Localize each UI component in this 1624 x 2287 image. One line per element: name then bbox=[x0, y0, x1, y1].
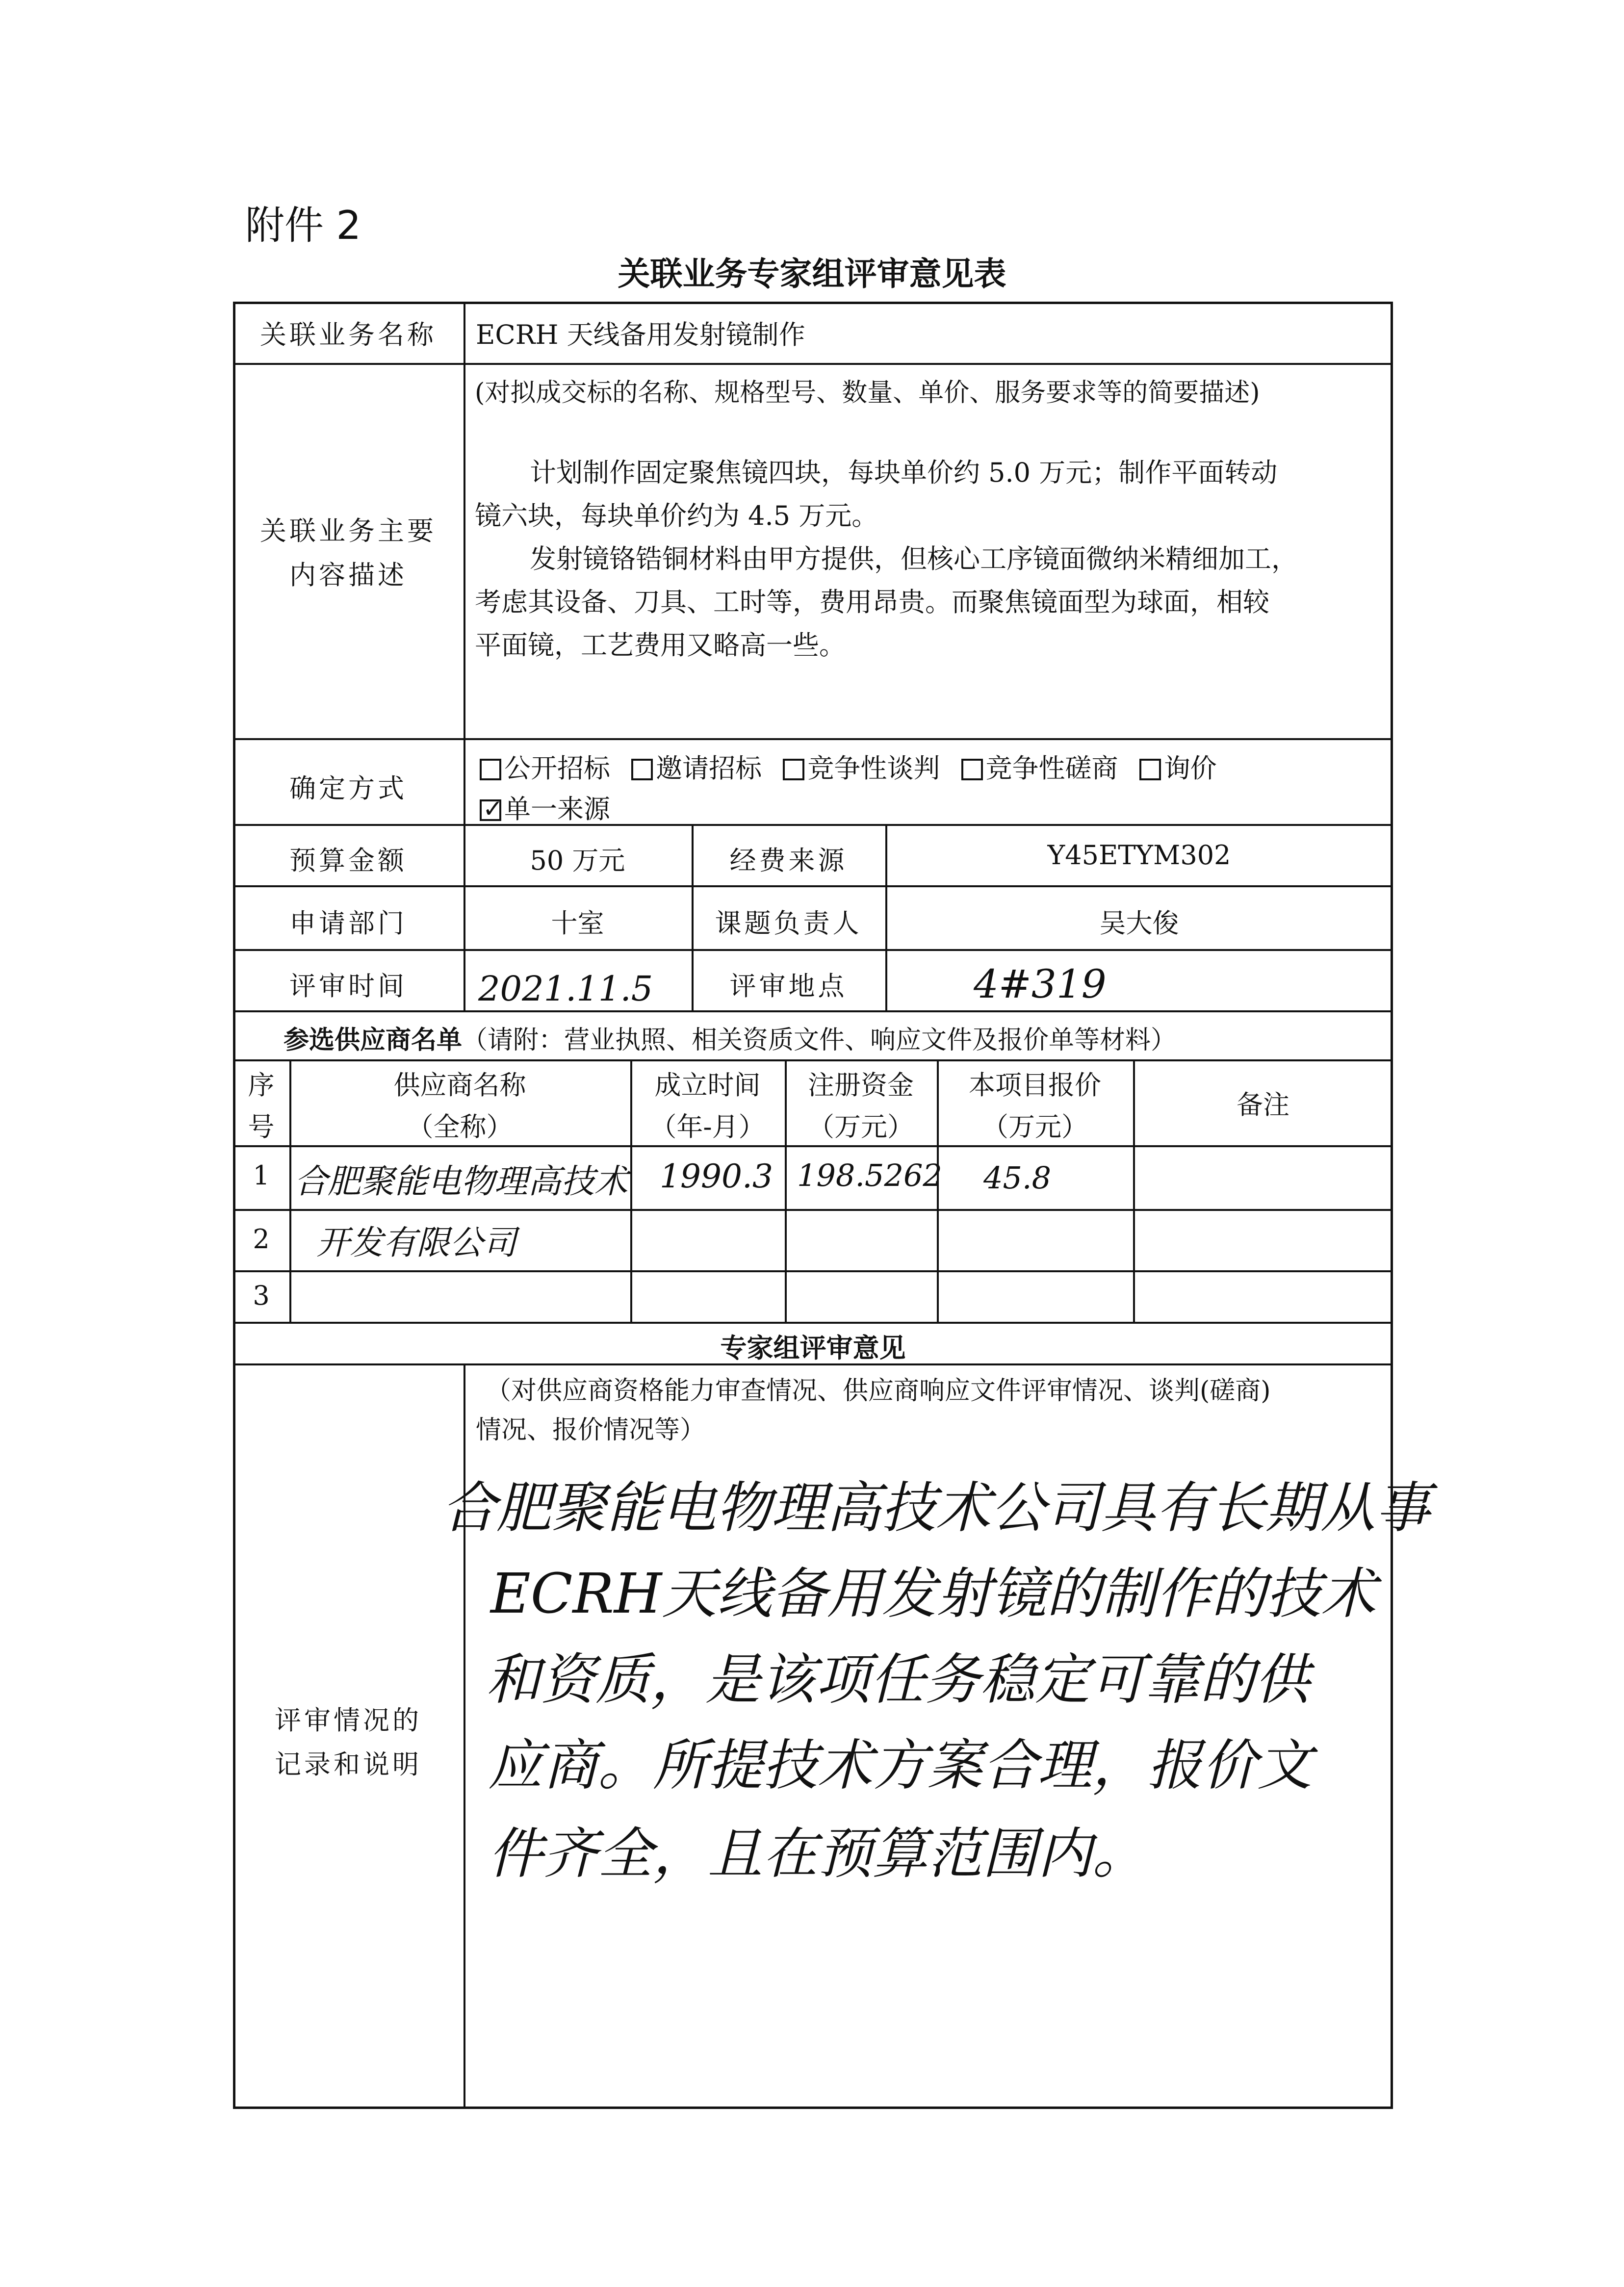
option-single-source[interactable]: ✓单一来源 bbox=[480, 794, 610, 824]
desc-p2-line1: 发射镜铬锆铜材料由甲方提供，但核心工序镜面微纳米精细加工， bbox=[530, 543, 1298, 574]
row-divider bbox=[233, 1145, 1393, 1147]
attachment-label: 附件 2 bbox=[245, 203, 361, 248]
dept-label: 申请部门 bbox=[289, 908, 407, 939]
row-divider bbox=[233, 1010, 1393, 1012]
opinion-label-line2: 记录和说明 bbox=[275, 1749, 422, 1780]
desc-p2-line3: 平面镜，工艺费用又略高一些。 bbox=[475, 630, 846, 661]
desc-p2-line2: 考虑其设备、刀具、工时等，费用昂贵。而聚焦镜面型为球面，相较 bbox=[475, 587, 1269, 617]
funding-source-label: 经费来源 bbox=[729, 845, 848, 876]
col-quote-line1: 本项目报价 bbox=[969, 1070, 1101, 1101]
review-place-value: 4#319 bbox=[974, 961, 1107, 1007]
form-title: 关联业务专家组评审意见表 bbox=[618, 255, 1006, 293]
row1-capital: 198.5262 bbox=[797, 1157, 942, 1193]
method-options-row1 bbox=[480, 747, 1230, 785]
method-label: 确定方式 bbox=[289, 773, 407, 804]
desc-label-line2: 内容描述 bbox=[289, 560, 407, 591]
col-note: 备注 bbox=[1237, 1089, 1289, 1120]
row1-no: 1 bbox=[253, 1160, 270, 1191]
row1-quote: 45.8 bbox=[983, 1160, 1052, 1196]
row-divider bbox=[233, 885, 1393, 887]
opinion-handwriting-line1: 合肥聚能电物理高技术公司具有长期从事 bbox=[441, 1476, 1430, 1540]
option-open-tender[interactable]: 公开招标 bbox=[480, 753, 610, 784]
opinion-handwriting-line5: 件齐全，且在预算范围内。 bbox=[488, 1822, 1147, 1886]
row2-no: 2 bbox=[253, 1224, 270, 1255]
desc-label-line1: 关联业务主要 bbox=[260, 515, 437, 546]
col-name-line1: 供应商名称 bbox=[393, 1070, 526, 1101]
checkbox-open-tender[interactable] bbox=[480, 759, 501, 780]
opinion-handwriting-line3: 和资质，是该项任务稳定可靠的供 bbox=[486, 1648, 1310, 1712]
row1-date: 1990.3 bbox=[660, 1157, 773, 1195]
review-time-value: 2021.11.5 bbox=[478, 969, 653, 1009]
opinion-handwriting-line4: 应商。所提技术方案合理，报价文 bbox=[488, 1734, 1312, 1798]
budget-label: 预算金额 bbox=[289, 845, 407, 876]
option-competitive-negotiation[interactable]: 竞争性谈判 bbox=[783, 753, 940, 784]
option-inquiry[interactable]: 询价 bbox=[1139, 753, 1217, 784]
funding-source-value: Y45ETYM302 bbox=[1047, 840, 1231, 871]
col-capital-line1: 注册资金 bbox=[808, 1070, 914, 1101]
opinion-heading: 专家组评审意见 bbox=[720, 1333, 906, 1363]
checkbox-invited-tender[interactable] bbox=[631, 759, 653, 780]
opinion-handwriting-line2: ECRH天线备用发射镜的制作的技术 bbox=[490, 1562, 1376, 1626]
opinion-hint-line1: （对供应商资格能力审查情况、供应商响应文件评审情况、谈判(磋商) bbox=[486, 1376, 1271, 1406]
col-no-line2: 号 bbox=[248, 1111, 275, 1142]
leader-label: 课题负责人 bbox=[715, 908, 862, 939]
col-capital-line2: （万元） bbox=[808, 1111, 914, 1142]
checkbox-inquiry[interactable] bbox=[1139, 759, 1161, 780]
row-divider bbox=[233, 738, 1393, 740]
row2-name: 开发有限公司 bbox=[316, 1224, 517, 1262]
row-divider bbox=[233, 1059, 1393, 1061]
desc-p1-line1: 计划制作固定聚焦镜四块，每块单价约 5.0 万元；制作平面转动 bbox=[530, 457, 1278, 488]
supplier-list-heading: 参选供应商名单（请附：营业执照、相关资质文件、响应文件及报价单等材料） bbox=[284, 1026, 1177, 1055]
row-divider bbox=[233, 824, 1393, 826]
row3-no: 3 bbox=[253, 1280, 270, 1311]
col-date-line2: （年-月） bbox=[650, 1111, 765, 1142]
row-divider bbox=[233, 1270, 1393, 1272]
col-date-line1: 成立时间 bbox=[654, 1070, 761, 1101]
method-options-row2 bbox=[480, 788, 623, 826]
dept-value: 十室 bbox=[551, 908, 604, 939]
col-name-line2: （全称） bbox=[407, 1111, 513, 1142]
checkbox-competitive-negotiation[interactable] bbox=[783, 759, 804, 780]
row-divider bbox=[233, 949, 1393, 951]
opinion-label-line1: 评审情况的 bbox=[275, 1705, 422, 1736]
col-quote-line2: （万元） bbox=[982, 1111, 1088, 1142]
opinion-hint-line2: 情况、报价情况等） bbox=[476, 1415, 706, 1445]
name-label: 关联业务名称 bbox=[260, 319, 437, 350]
row-divider bbox=[233, 1209, 1393, 1211]
option-invited-tender[interactable]: 邀请招标 bbox=[631, 753, 762, 784]
budget-value: 50 万元 bbox=[530, 845, 625, 876]
option-competitive-consultation[interactable]: 竞争性磋商 bbox=[961, 753, 1118, 784]
col-no-line1: 序 bbox=[248, 1070, 275, 1101]
row1-name: 合肥聚能电物理高技术 bbox=[294, 1162, 628, 1201]
row-divider bbox=[233, 363, 1393, 365]
leader-value: 吴大俊 bbox=[1099, 908, 1179, 939]
name-value: ECRH 天线备用发射镜制作 bbox=[476, 319, 805, 350]
review-place-label: 评审地点 bbox=[729, 971, 848, 1002]
row-divider bbox=[233, 1322, 1393, 1324]
desc-p1-line2: 镜六块，每块单价约为 4.5 万元。 bbox=[475, 500, 878, 531]
checkbox-competitive-consultation[interactable] bbox=[961, 759, 983, 780]
desc-hint: (对拟成交标的名称、规格型号、数量、单价、服务要求等的简要描述) bbox=[475, 378, 1260, 408]
review-time-label: 评审时间 bbox=[289, 971, 407, 1002]
checkbox-single-source[interactable] bbox=[480, 799, 501, 821]
